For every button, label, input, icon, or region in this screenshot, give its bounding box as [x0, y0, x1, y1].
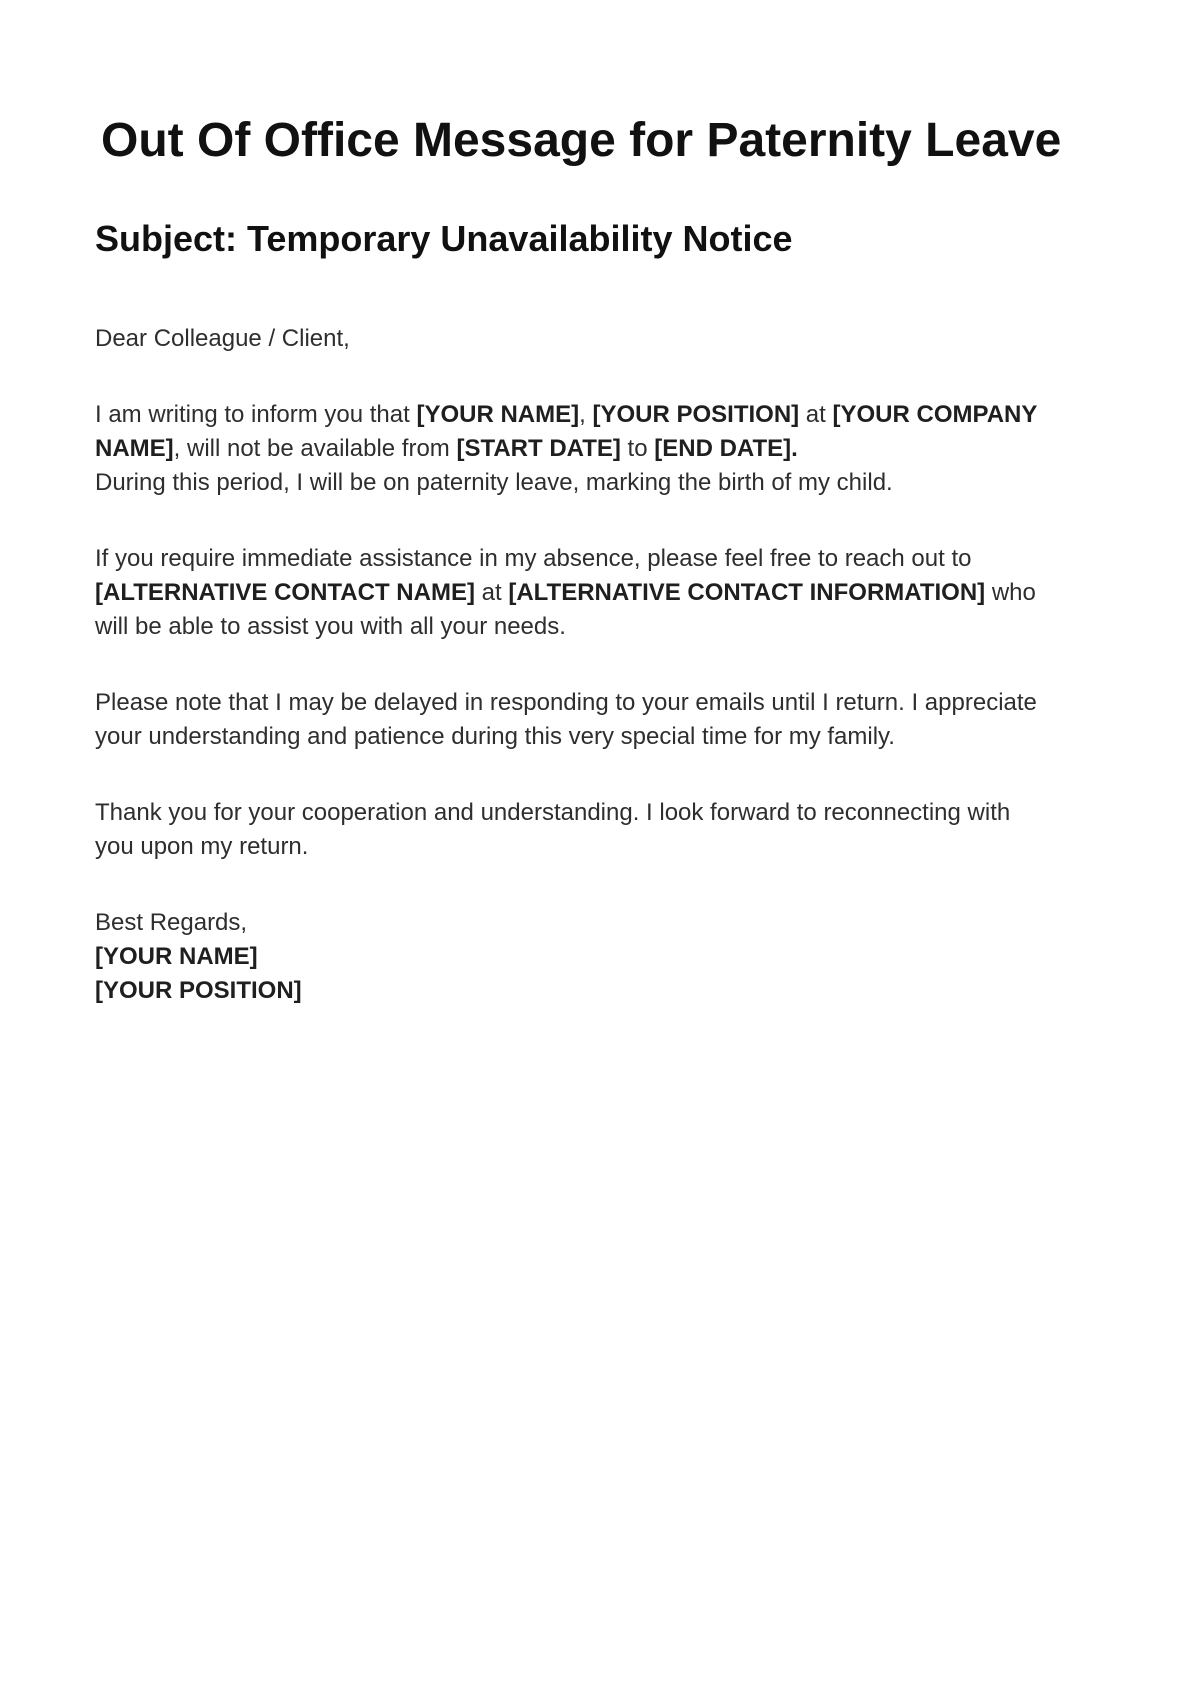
placeholder-text: NAME] — [95, 435, 174, 462]
placeholder-text: [END DATE] — [654, 435, 792, 462]
placeholder-text: [YOUR NAME] — [95, 943, 258, 970]
paragraph-thanks — [95, 796, 1105, 864]
paragraph-availability-notice — [95, 398, 1105, 500]
text-segment: who — [985, 579, 1036, 606]
placeholder-text: [START DATE] — [456, 435, 621, 462]
placeholder-text: [ALTERNATIVE CONTACT NAME] — [95, 579, 475, 606]
text-segment: to — [620, 435, 655, 462]
subject-line: Subject: Temporary Unavailability Notice — [95, 218, 793, 259]
text-segment: During this period, I will be on paternity leave, marking the birth of my child. — [95, 469, 893, 496]
signature-block — [95, 906, 1105, 1008]
text-segment: you upon my return. — [95, 833, 309, 860]
salutation: Dear Colleague / Client, — [95, 325, 350, 352]
paragraph-response-delay — [95, 686, 1105, 754]
placeholder-text: [YOUR POSITION] — [95, 977, 302, 1004]
placeholder-text: [YOUR POSITION] — [592, 401, 800, 428]
text-segment: will be able to assist you with all your needs. — [95, 613, 566, 640]
text-segment: , will not be available from — [173, 435, 457, 462]
text-segment: Thank you for your cooperation and understanding. I look forward to reconnecting with — [95, 799, 1011, 826]
text-segment: at — [799, 401, 833, 428]
document-title: Out Of Office Message for Paternity Leave — [101, 114, 1062, 167]
placeholder-text: [ALTERNATIVE CONTACT INFORMATION] — [508, 579, 986, 606]
text-segment: I am writing to inform you that — [95, 401, 417, 428]
text-segment: , — [579, 401, 593, 428]
placeholder-text: [YOUR NAME] — [416, 401, 580, 428]
text-segment: Please note that I may be delayed in responding to your emails until I return. I appreciate — [95, 689, 1037, 716]
text-segment: If you require immediate assistance in my absence, please feel free to reach out to — [95, 545, 972, 572]
paragraph-alternative-contact — [95, 542, 1105, 644]
text-segment: your understanding and patience during this very special time for my family. — [95, 723, 895, 750]
text-segment: at — [474, 579, 509, 606]
text-segment: Best Regards, — [95, 909, 248, 936]
placeholder-text: . — [791, 435, 798, 462]
placeholder-text: [YOUR COMPANY — [832, 401, 1038, 428]
